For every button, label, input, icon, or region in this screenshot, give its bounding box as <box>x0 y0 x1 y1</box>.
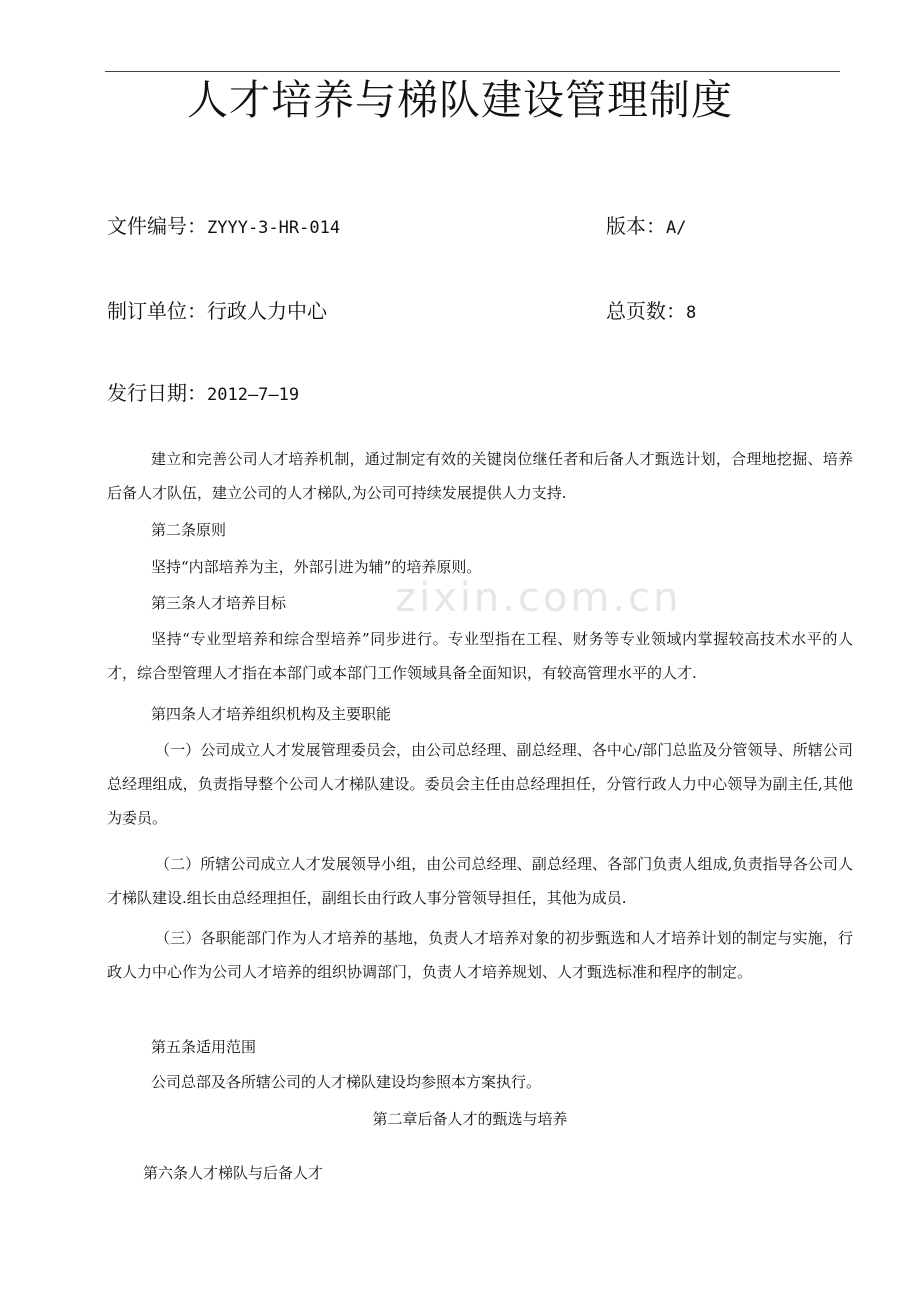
article-6-heading: 第六条人才梯队与后备人才 <box>143 1164 324 1182</box>
issuing-unit <box>107 297 327 325</box>
total-pages-value: 8 <box>686 303 697 323</box>
article-2-heading: 第二条原则 <box>151 521 227 539</box>
article-5-text: 公司总部及各所辖公司的人才梯队建设均参照本方案执行。 <box>151 1073 542 1091</box>
version-label: 版本： <box>606 214 666 238</box>
version-value: A/ <box>666 218 687 238</box>
article-4-item-3: （三）各职能部门作为人才培养的基地，负责人才培养对象的初步甄选和人才培养计划的制定与实施，行政人力中心作为公司人才培养的组织协调部门，负责人才培养规划、人才甄选标准和程序的制定。 <box>107 929 853 981</box>
doc-number-label: 文件编号： <box>107 214 207 238</box>
doc-number <box>107 212 340 242</box>
article-3-text: 坚持“专业型培养和综合型培养”同步进行。专业型指在工程、财务等专业领域内掌握较高技术水平的人才，综合型管理人才指在本部门或本部门工作领域具备全面知识，有较高管理水平的人才. <box>107 630 853 682</box>
doc-number-value: ZYYY-3-HR-014 <box>207 218 341 238</box>
issue-date-label: 发行日期： <box>107 381 207 405</box>
article-4-item-2: （二）所辖公司成立人才发展领导小组，由公司总经理、副总经理、各部门负责人组成,负责指导各公司人才梯队建设.组长由总经理担任，副组长由行政人事分管领导担任，其他为成员. <box>107 855 853 907</box>
article-4-item-1: （一）公司成立人才发展管理委员会，由公司总经理、副总经理、各中心/部门总监及分管领导、所辖公司总经理组成，负责指导整个公司人才梯队建设。委员会主任由总经理担任，分管行政人力中心领导为副主任,其他为委员。 <box>107 741 853 827</box>
issue-date-value: 2012—7—19 <box>207 385 300 405</box>
article-4-heading: 第四条人才培养组织机构及主要职能 <box>151 705 392 723</box>
article-2-text: 坚持“内部培养为主，外部引进为辅”的培养原则。 <box>151 558 482 576</box>
article-5-heading: 第五条适用范围 <box>151 1038 257 1056</box>
article-3-heading: 第三条人才培养目标 <box>151 594 287 612</box>
issue-date <box>107 379 299 409</box>
document-title: 人才培养与梯队建设管理制度 <box>187 76 733 124</box>
version <box>606 212 686 242</box>
issuing-unit-value: 行政人力中心 <box>207 299 327 323</box>
intro-paragraph: 建立和完善公司人才培养机制，通过制定有效的关键岗位继任者和后备人才甄选计划，合理地挖掘、培养后备人才队伍，建立公司的人才梯队,为公司可持续发展提供人力支持. <box>107 450 853 502</box>
watermark: zixin.com.cn <box>395 575 682 621</box>
issuing-unit-label: 制订单位： <box>107 299 207 323</box>
total-pages-label: 总页数： <box>606 299 686 323</box>
total-pages <box>606 297 696 327</box>
chapter-2-heading: 第二章后备人才的甄选与培养 <box>372 1110 568 1128</box>
